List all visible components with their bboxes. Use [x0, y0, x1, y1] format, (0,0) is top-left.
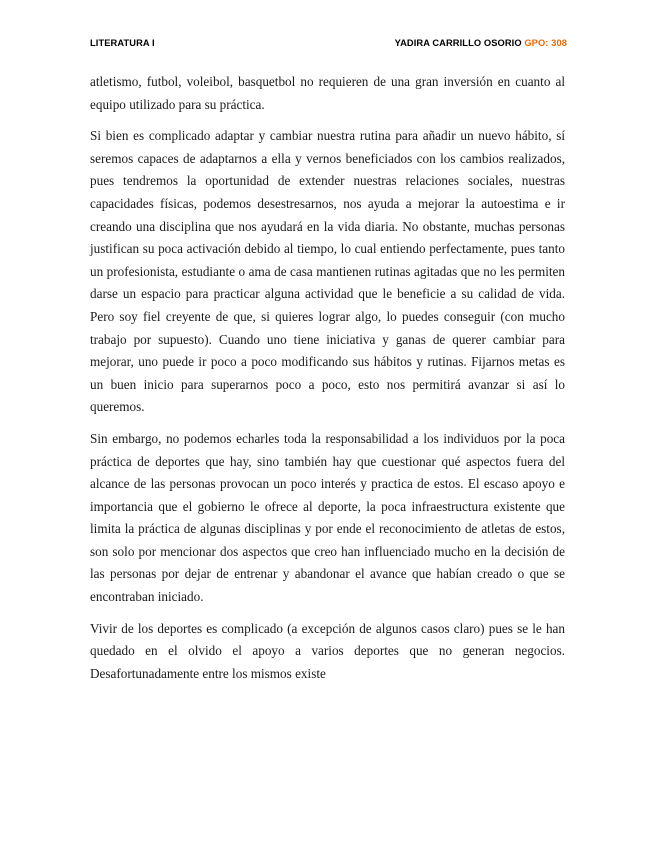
paragraph: Vivir de los deportes es complicado (a excepción de algunos casos claro) pues se le han quedado en el olvido el apoyo a varios deportes que no generan negocios. Desafortunadamente entre los mismos existe	[90, 620, 565, 681]
group-label: GPO: 308	[524, 38, 567, 48]
document-body	[90, 71, 565, 685]
author-info	[395, 38, 567, 48]
paragraph: Si bien es complicado adaptar y cambiar nuestra rutina para añadir un nuevo hábito, sí seremos capaces de adaptarnos a ella y vernos beneficiados con los cambios realizados, pues tendremos la oportunidad de extender nuestras relaciones sociales, nuestras capacidades físicas, podemos desestresarnos, nos ayuda a mejorar la autoestima e ir creando una disciplina que nos ayudará en la vida diaria. No obstante, muchas personas justifican su poca activación debido al tiempo, lo cual entiendo perfectamente, pues tanto un profesionista, estudiante o ama de casa mantienen rutinas agitadas que no les permiten darse un espacio para practicar alguna actividad que le beneficie a su calidad de vida. Pero soy fiel creyente de que, si quieres lograr algo, lo puedes conseguir (con mucho trabajo por supuesto). Cuando uno tiene iniciativa y ganas de querer cambiar para mejorar, uno puede ir poco a poco modificando sus hábitos y rutinas. Fijarnos metas es un buen inicio para superarnos poco a poco, esto nos permitirá avanzar si así lo queremos.	[90, 128, 565, 415]
paragraph: atletismo, futbol, voleibol, basquetbol no requieren de una gran inversión en cuanto al equipo utilizado para su práctica.	[90, 74, 565, 112]
paragraph: Sin embargo, no podemos echarles toda la responsabilidad a los individuos por la poca práctica de deportes que hay, sino también hay que cuestionar qué aspectos fuera del alcance de las personas provocan un poco interés y practica de estos. El escaso apoyo e importancia que el gobierno le ofrece al deporte, la poca infraestructura existente que limita la práctica de algunas disciplinas y por ende el reconocimiento de atletas de estos, son solo por mencionar dos aspectos que creo han influenciado mucho en la decisión de las personas por dejar de entrenar y abandonar el avance que habían creado o que se encontraban iniciado.	[90, 430, 565, 605]
page-header	[90, 38, 567, 52]
author-name: YADIRA CARRILLO OSORIO	[394, 38, 522, 48]
course-title: LITERATURA I	[90, 38, 155, 48]
